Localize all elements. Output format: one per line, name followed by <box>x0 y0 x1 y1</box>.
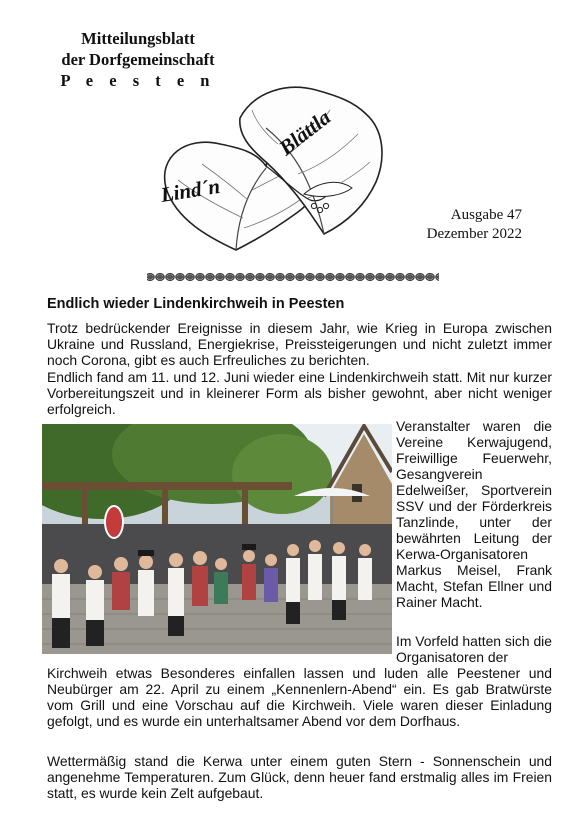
article-paragraph-4-cont: Kirchweih etwas Besonderes einfallen lassen und luden alle Peestener und Neubürger am 22. April zu einem „Kennenlern-Abend“ ein. Es gab Bratwürste vom Grill und eine Vorschau auf die Kirchweih. Viele waren dieser Einladung gefolgt, und es wurde ein unterhaltsamer Abend vor dem Dorfhaus. <box>47 665 552 729</box>
article-paragraph-5: Wettermäßig stand die Kerwa unter einem guten Stern - Sonnenschein und angenehme Temperaturen. Zum Glück, denn heuer fand erstmalig alles im Freien statt, es wurde kein Zelt aufgebaut. <box>47 753 552 801</box>
masthead-line-2: der Dorfgemeinschaft <box>61 50 215 69</box>
ornament-divider <box>145 268 441 286</box>
masthead-line-3: P e e s t e n <box>60 71 216 90</box>
masthead-line-1: Mitteilungsblatt <box>81 29 195 48</box>
article-paragraph-1: Trotz bedrückender Ereignisse in diesem Jahr, wie Krieg in Europa zwischen Ukraine und Russland, Energiekrise, Preissteigerungen und nicht zuletzt immer noch Corona, gibt es auch Erfreuliches zu berichten. <box>47 320 552 368</box>
linden-leaf-logo <box>148 78 394 256</box>
kirchweih-group-photo <box>42 424 392 654</box>
logo-text-blaettla: Blättla <box>274 105 336 160</box>
issue-info <box>427 206 522 244</box>
issue-date: Dezember 2022 <box>426 226 522 242</box>
article-paragraph-4-start: Im Vorfeld hatten sich die Organisatoren der <box>396 633 552 665</box>
issue-number: Ausgabe 47 <box>450 207 522 223</box>
logo-text-lind: Lind´n <box>159 173 222 207</box>
article-paragraph-2: Endlich fand am 11. und 12. Juni wieder eine Lindenkirchweih statt. Mit nur kurzer Vorbereitungszeit und in kleinerer Form als bisher gewohnt, aber nicht weniger erfolgreich. <box>47 369 552 417</box>
article-paragraph-3: Veranstalter waren die Vereine Kerwajugend, Freiwillige Feuerwehr, Gesangverein Edelweißer, Sportverein SSV und der Förderkreis Tanzlinde, unter der bewährten Leitung der Kerwa-Organisatoren Markus Meisel, Frank Macht, Stefan Ellner und Rainer Macht. <box>396 418 552 610</box>
article-title: Endlich wieder Lindenkirchweih in Peesten <box>47 296 345 312</box>
